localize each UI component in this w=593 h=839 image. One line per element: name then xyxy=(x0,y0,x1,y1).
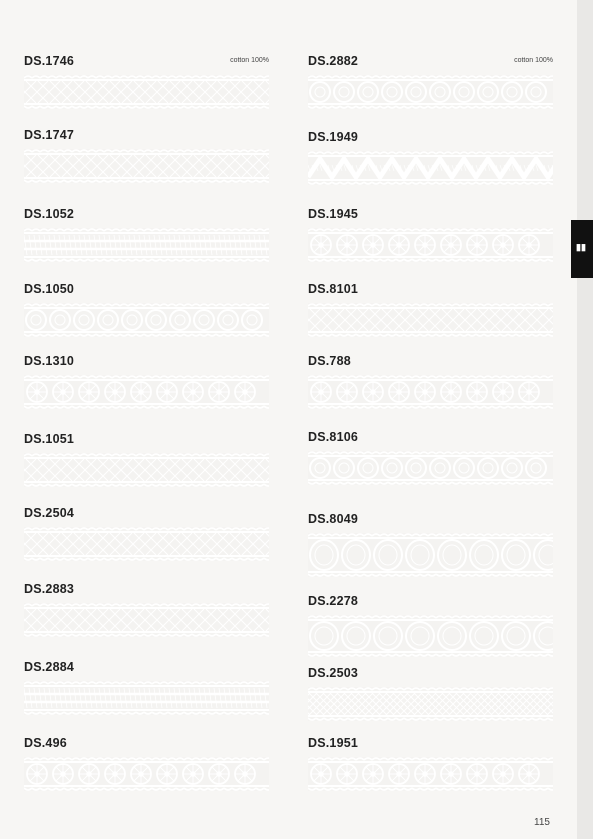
product-code: DS.8049 xyxy=(308,512,359,526)
page-edge xyxy=(577,0,593,839)
lace-sample xyxy=(24,603,269,637)
lace-sample xyxy=(308,757,553,791)
material-note: cotton 100% xyxy=(230,57,269,64)
lace-sample xyxy=(308,151,553,185)
product-code: DS.2278 xyxy=(308,594,359,608)
product-code: DS.2503 xyxy=(308,666,359,680)
product-code: DS.1945 xyxy=(308,207,359,221)
product-code: DS.2882 xyxy=(308,54,359,68)
lace-sample xyxy=(24,228,269,262)
product-code: DS.788 xyxy=(308,354,351,368)
lace-sample xyxy=(24,757,269,791)
lace-sample xyxy=(308,533,553,577)
section-tab-icon: ▮▮ xyxy=(576,242,586,252)
product-code: DS.1951 xyxy=(308,736,359,750)
product-code: DS.496 xyxy=(24,736,67,750)
product-code: DS.8101 xyxy=(308,282,359,296)
lace-sample xyxy=(308,75,553,109)
lace-sample xyxy=(24,527,269,561)
product-code: DS.1052 xyxy=(24,207,75,221)
material-note: cotton 100% xyxy=(514,57,553,64)
product-code: DS.8106 xyxy=(308,430,359,444)
lace-sample xyxy=(24,303,269,337)
lace-sample xyxy=(308,375,553,409)
product-code: DS.2883 xyxy=(24,582,75,596)
lace-sample xyxy=(24,453,269,487)
lace-sample xyxy=(24,149,269,183)
product-code: DS.1310 xyxy=(24,354,75,368)
lace-sample xyxy=(308,615,553,657)
lace-sample xyxy=(308,303,553,337)
section-tab xyxy=(571,220,593,278)
product-code: DS.1746 xyxy=(24,54,75,68)
page-number: 115 xyxy=(534,817,550,828)
product-code: DS.2884 xyxy=(24,660,75,674)
product-code: DS.1051 xyxy=(24,432,75,446)
lace-sample xyxy=(24,375,269,409)
lace-sample xyxy=(24,681,269,715)
lace-sample xyxy=(308,687,553,721)
product-code: DS.1050 xyxy=(24,282,75,296)
lace-sample xyxy=(308,451,553,485)
product-code: DS.1747 xyxy=(24,128,75,142)
product-code: DS.2504 xyxy=(24,506,75,520)
lace-sample xyxy=(24,75,269,109)
lace-sample xyxy=(308,228,553,262)
product-code: DS.1949 xyxy=(308,130,359,144)
